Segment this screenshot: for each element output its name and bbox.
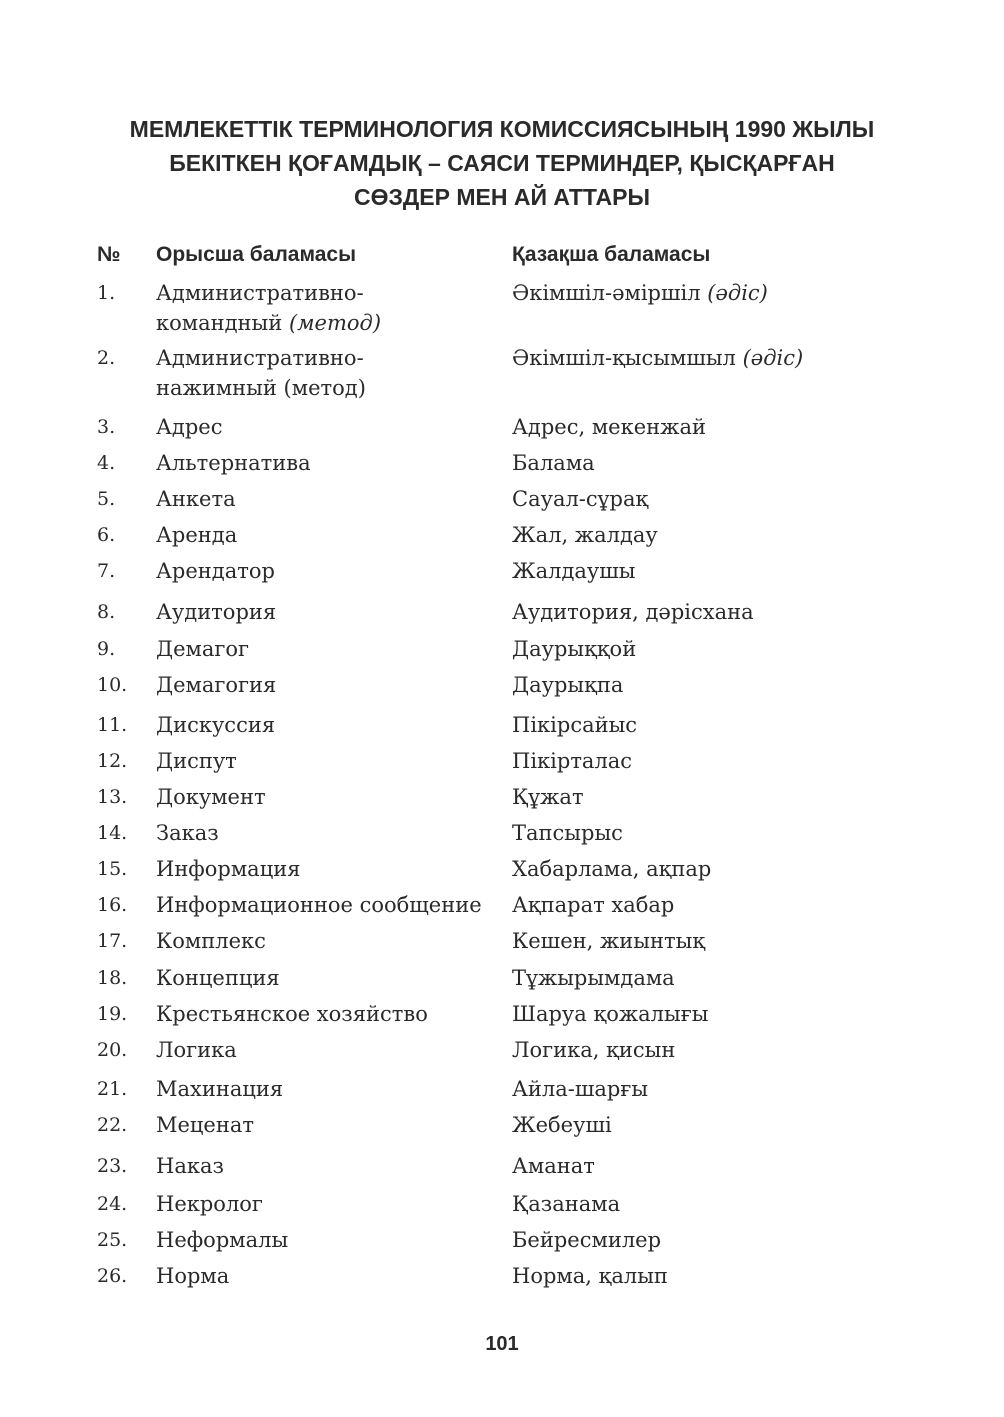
page-title — [0, 112, 1004, 214]
row-number: 2. — [97, 347, 116, 369]
row-number: 20. — [97, 1039, 128, 1061]
row-number: 12. — [97, 750, 128, 772]
row-number: 17. — [97, 930, 128, 952]
row-number: 9. — [97, 638, 116, 660]
row-number: 6. — [97, 524, 116, 546]
kazakh-term: Пікірсайыс — [512, 713, 638, 737]
kazakh-term: Ақпарат хабар — [512, 893, 675, 917]
kazakh-term: Әкімшіл-әміршіл (әдіс) — [512, 281, 768, 305]
kazakh-term: Айла-шарғы — [512, 1077, 649, 1101]
russian-term: Наказ — [156, 1154, 224, 1178]
title-line-1: МЕМЛЕКЕТТІК ТЕРМИНОЛОГИЯ КОМИССИЯСЫНЫҢ 1990 ЖЫЛЫ — [129, 116, 875, 142]
russian-term: Меценат — [156, 1113, 254, 1137]
kazakh-term: Хабарлама, ақпар — [512, 857, 712, 881]
kazakh-term: Қазанама — [512, 1192, 621, 1216]
kazakh-term: Жалдаушы — [512, 559, 636, 583]
row-number: 25. — [97, 1229, 128, 1251]
row-number: 23. — [97, 1155, 128, 1177]
russian-term: Крестьянское хозяйство — [156, 1002, 428, 1026]
russian-term: Информация — [156, 857, 301, 881]
kazakh-term: Жал, жалдау — [512, 523, 658, 547]
russian-term: Арендатор — [156, 559, 275, 583]
russian-term: Дискуссия — [156, 713, 276, 737]
russian-term: Заказ — [156, 821, 219, 845]
kazakh-term: Аманат — [512, 1154, 595, 1178]
title-line-3: СӨЗДЕР МЕН АЙ АТТАРЫ — [354, 184, 650, 210]
russian-term: Неформалы — [156, 1228, 289, 1252]
russian-term: Комплекс — [156, 929, 266, 953]
row-number: 14. — [97, 822, 128, 844]
row-number: 5. — [97, 488, 116, 510]
row-number: 16. — [97, 894, 128, 916]
row-number: 7. — [97, 560, 116, 582]
kazakh-term: Даурықпа — [512, 673, 624, 697]
russian-term: Аудитория — [156, 600, 277, 624]
russian-term: Некролог — [156, 1192, 263, 1216]
russian-term: Демагогия — [156, 673, 277, 697]
russian-term: Административно- нажимный (метод) — [156, 346, 366, 400]
kazakh-term: Бейресмилер — [512, 1228, 662, 1252]
kazakh-term: Шаруа қожалығы — [512, 1002, 709, 1026]
row-number: 13. — [97, 786, 128, 808]
kazakh-term: Құжат — [512, 785, 584, 809]
russian-term: Альтернатива — [156, 451, 311, 475]
russian-term: Аренда — [156, 523, 238, 547]
kazakh-term: Пікірталас — [512, 749, 633, 773]
russian-term: Норма — [156, 1264, 230, 1288]
row-number: 8. — [97, 601, 116, 623]
row-number: 11. — [97, 714, 128, 736]
row-number: 24. — [97, 1193, 128, 1215]
row-number: 3. — [97, 416, 116, 438]
russian-term: Махинация — [156, 1077, 284, 1101]
kazakh-term: Әкімшіл-қысымшыл (әдіс) — [512, 346, 804, 370]
row-number: 22. — [97, 1114, 128, 1136]
kazakh-term: Адрес, мекенжай — [512, 415, 706, 439]
kazakh-term: Норма, қалып — [512, 1264, 668, 1288]
header-russian: Орысша баламасы — [156, 243, 357, 266]
row-number: 15. — [97, 858, 128, 880]
kazakh-term: Сауал-сұрақ — [512, 487, 649, 511]
russian-term: Адрес — [156, 415, 223, 439]
kazakh-term: Кешен, жиынтық — [512, 929, 706, 953]
russian-term: Концепция — [156, 966, 280, 990]
row-number: 1. — [97, 282, 116, 304]
title-line-2: БЕКІТКЕН ҚОҒАМДЫҚ – САЯСИ ТЕРМИНДЕР, ҚЫСҚАРҒАН — [169, 150, 835, 176]
russian-term: Диспут — [156, 749, 237, 773]
row-number: 21. — [97, 1078, 128, 1100]
kazakh-term: Балама — [512, 451, 595, 475]
row-number: 26. — [97, 1265, 128, 1287]
row-number: 4. — [97, 452, 116, 474]
russian-term: Логика — [156, 1038, 237, 1062]
russian-term: Анкета — [156, 487, 236, 511]
header-kazakh: Қазақша баламасы — [512, 243, 711, 266]
russian-term: Демагог — [156, 637, 250, 661]
kazakh-term: Тұжырымдама — [512, 966, 675, 990]
row-number: 18. — [97, 967, 128, 989]
kazakh-term: Жебеуші — [512, 1113, 612, 1137]
kazakh-term: Тапсырыс — [512, 821, 623, 845]
russian-term: Информационное сообщение — [156, 893, 482, 917]
russian-term: Документ — [156, 785, 266, 809]
kazakh-term: Аудитория, дәрісхана — [512, 600, 754, 624]
kazakh-term: Даурыққой — [512, 637, 637, 661]
row-number: 10. — [97, 674, 128, 696]
kazakh-term: Логика, қисын — [512, 1038, 676, 1062]
russian-term: Административно- командный (метод) — [156, 281, 382, 335]
page-number: 101 — [485, 1333, 519, 1355]
row-number: 19. — [97, 1003, 128, 1025]
header-number: № — [97, 243, 121, 266]
